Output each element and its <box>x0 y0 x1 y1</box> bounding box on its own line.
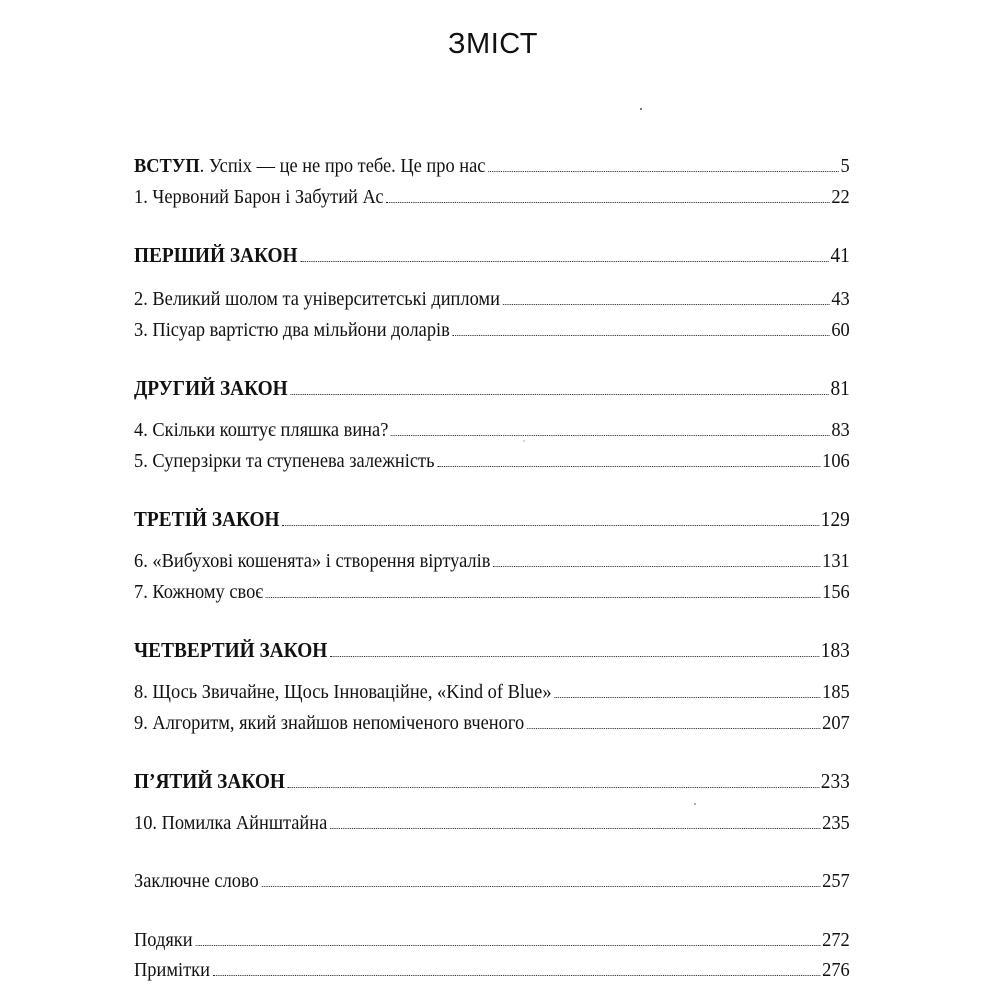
toc-entry-label: 1. Червоний Барон і Забутий Ас <box>134 186 384 208</box>
toc-entry-label: ПЕРШИЙ ЗАКОН <box>134 243 298 267</box>
toc-page-number: 22 <box>831 186 850 208</box>
toc-entry-label: 10. Помилка Айнштайна <box>134 812 328 834</box>
toc-page-number: 131 <box>822 550 850 572</box>
toc-entry-label: Подяки <box>134 929 193 951</box>
toc-page-number: 83 <box>831 419 850 441</box>
dot-leader <box>391 435 829 436</box>
scan-speck <box>523 440 525 442</box>
toc-entry-part-4[interactable] <box>134 638 850 662</box>
toc-entry-part-3[interactable] <box>134 507 850 531</box>
toc-page-number: 106 <box>822 450 850 472</box>
page-title: ЗМІСТ <box>448 28 538 60</box>
dot-leader <box>290 394 828 395</box>
toc-page-number: 60 <box>831 319 850 341</box>
toc-entry-part-5[interactable] <box>134 769 850 793</box>
dot-leader <box>213 975 821 976</box>
toc-page-number: 81 <box>830 376 850 400</box>
toc-entry-label: 6. «Вибухові кошенята» і створення віртуалів <box>134 550 491 572</box>
dot-leader <box>288 787 819 788</box>
dot-leader <box>493 566 820 567</box>
dot-leader <box>195 945 820 946</box>
dot-leader <box>266 597 820 598</box>
toc-entry-label: 5. Суперзірки та ступенева залежність <box>134 450 435 472</box>
toc-entry-chapter-4[interactable] <box>134 418 850 442</box>
toc-page-number: 183 <box>820 638 850 662</box>
scan-speck <box>694 803 696 805</box>
toc-entry-chapter-2[interactable] <box>134 287 850 311</box>
dot-leader <box>488 171 839 172</box>
toc-entry-label: ЧЕТВЕРТИЙ ЗАКОН <box>134 638 328 662</box>
toc-entry-label: 2. Великий шолом та університетські дипломи <box>134 288 500 310</box>
scan-speck <box>640 108 642 110</box>
toc-entry-acknowledgements[interactable] <box>134 928 850 952</box>
dot-leader <box>503 304 830 305</box>
toc-entry-notes[interactable] <box>134 958 850 982</box>
toc-entry-label: П’ЯТИЙ ЗАКОН <box>134 769 285 793</box>
toc-page-number: 5 <box>840 155 850 177</box>
toc-entry-chapter-5[interactable] <box>134 449 850 473</box>
toc-entry-label: 3. Пісуар вартістю два мільйони доларів <box>134 319 450 341</box>
toc-page-number: 156 <box>822 581 850 603</box>
toc-entry-intro[interactable] <box>134 154 850 178</box>
toc-entry-chapter-3[interactable] <box>134 318 850 342</box>
toc-entry-label: 7. Кожному своє <box>134 581 264 603</box>
toc-entry-label: 9. Алгоритм, який знайшов непоміченого вченого <box>134 712 525 734</box>
toc-intro-label-bold: ВСТУП <box>134 155 200 177</box>
dot-leader <box>527 728 820 729</box>
toc-entry-label: ТРЕТІЙ ЗАКОН <box>134 507 280 531</box>
dot-leader <box>453 335 830 336</box>
toc-entry-chapter-7[interactable] <box>134 580 850 604</box>
dot-leader <box>554 697 820 698</box>
toc-entry-chapter-8[interactable] <box>134 680 850 704</box>
toc-entry-chapter-1[interactable] <box>134 185 850 209</box>
toc-entry-label: Примітки <box>134 959 210 981</box>
toc-entry-part-2[interactable] <box>134 376 850 400</box>
toc-page-number: 185 <box>822 681 850 703</box>
toc-page-number: 129 <box>820 507 850 531</box>
dot-leader <box>437 466 820 467</box>
toc-entry-label: 8. Щось Звичайне, Щось Інноваційне, «Kind of Blue» <box>134 681 552 703</box>
dot-leader <box>261 886 820 887</box>
dot-leader <box>330 656 819 657</box>
toc-page-number: 272 <box>822 929 850 951</box>
toc-entry-part-1[interactable] <box>134 243 850 267</box>
toc-entry-label: ДРУГИЙ ЗАКОН <box>134 376 288 400</box>
toc-entry-label: Заключне слово <box>134 870 259 892</box>
toc-page-number: 276 <box>822 959 850 981</box>
dot-leader <box>386 202 829 203</box>
toc-entry-chapter-9[interactable] <box>134 711 850 735</box>
toc-page-number: 43 <box>831 288 850 310</box>
toc-page-number: 233 <box>820 769 850 793</box>
dot-leader <box>282 525 819 526</box>
toc-page-number: 41 <box>830 243 850 267</box>
toc-intro-label: . Успіх — це не про тебе. Це про нас <box>199 155 486 177</box>
dot-leader <box>330 828 820 829</box>
toc-page-number: 235 <box>822 812 850 834</box>
toc-page-number: 257 <box>822 870 850 892</box>
dot-leader <box>300 261 828 262</box>
toc-entry-chapter-10[interactable] <box>134 811 850 835</box>
toc-entry-afterword[interactable] <box>134 869 850 893</box>
toc-entry-chapter-6[interactable] <box>134 549 850 573</box>
toc-entry-label: 4. Скільки коштує пляшка вина? <box>134 419 389 441</box>
toc-page-number: 207 <box>822 712 850 734</box>
